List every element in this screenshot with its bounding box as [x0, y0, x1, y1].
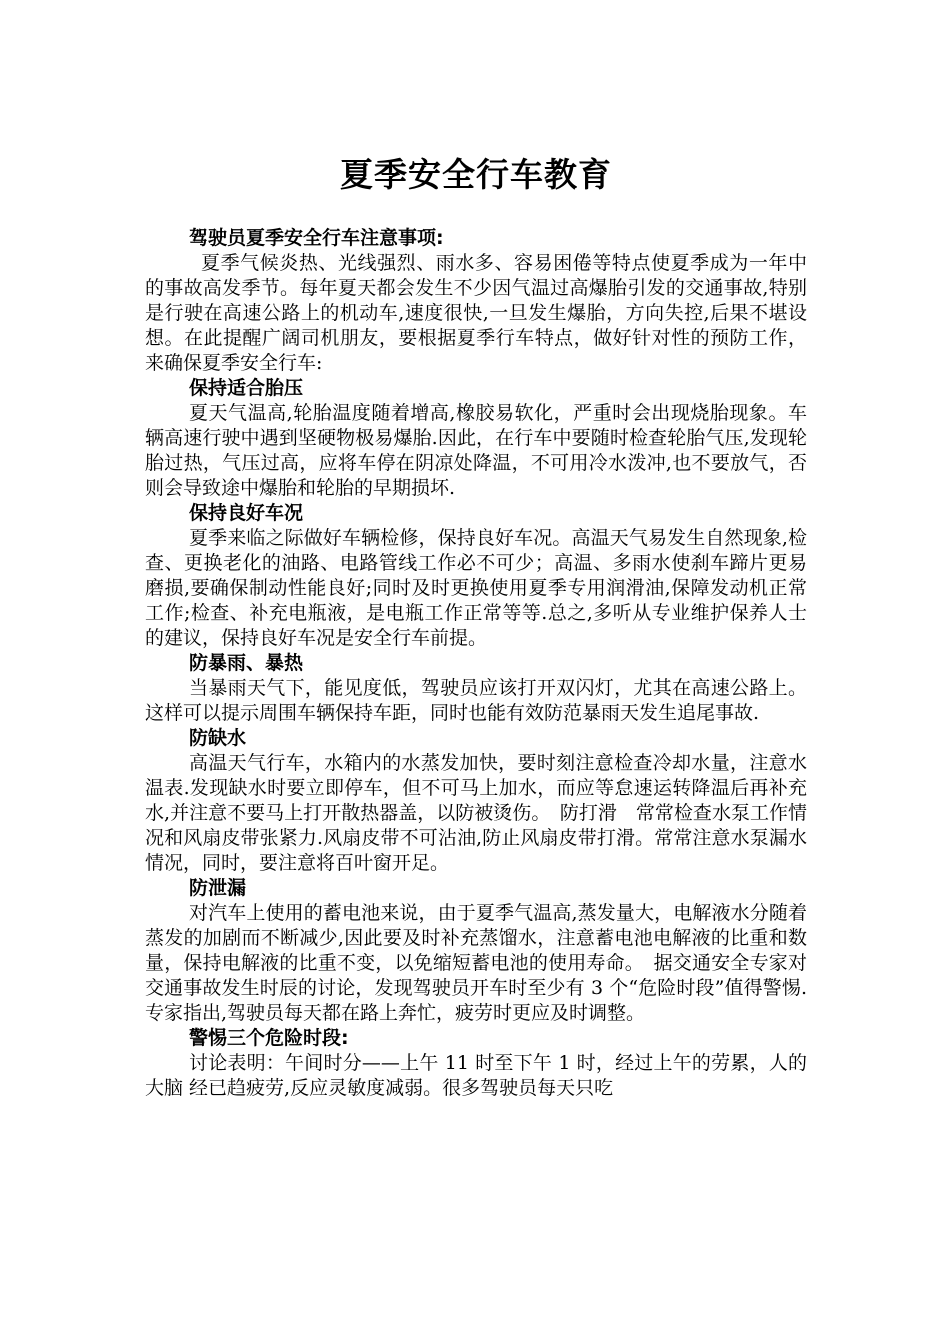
section-heading: 防暴雨、暴热 [189, 652, 304, 674]
section-heading: 驾驶员夏季安全行车注意事项: [189, 227, 444, 249]
section-heading: 防泄漏 [189, 877, 247, 899]
section-body: 当暴雨天气下，能见度低，驾驶员应该打开双闪灯，尤其在高速公路上。这样可以提示周围车辆保持车距，同时也能有效防范暴雨天发生追尾事故. [145, 677, 807, 724]
document-title: 夏季安全行车教育 [340, 155, 612, 194]
section-body: 夏天气温高,轮胎温度随着增高,橡胶易软化，严重时会出现烧胎现象。车辆高速行驶中遇到坚硬物极易爆胎.因此，在行车中要随时检查轮胎气压,发现轮胎过热，气压过高，应将车停在阴凉处降温，不可用冷水泼冲,也不要放气，否则会导致途中爆胎和轮胎的早期损坏. [145, 402, 807, 499]
section-body: 夏季气候炎热、光线强烈、雨水多、容易困倦等特点使夏季成为一年中的事故高发季节。每年夏天都会发生不少因气温过高爆胎引发的交通事故,特别是行驶在高速公路上的机动车,速度很快,一旦发生爆胎，方向失控,后果不堪设想。在此提醒广阔司机朋友，要根据夏季行车特点，做好针对性的预防工作，来确保夏季安全行车: [145, 252, 807, 374]
section-rain-heat [145, 651, 807, 726]
section-vehicle-condition [145, 501, 807, 651]
section-body: 对汽车上使用的蓄电池来说，由于夏季气温高,蒸发量大，电解液水分随着蒸发的加剧而不断减少,因此要及时补充蒸馏水，注意蓄电池电解液的比重和数量，保持电解液的比重不变，以免缩短蓄电池的使用寿命。 据交通安全专家对交通事故发生时辰的讨论，发现驾驶员开车时至少有 3 个“危险时段”值得警惕.专家指出,驾驶员每天都在路上奔忙，疲劳时更应及时调整。 [145, 902, 807, 1024]
section-danger-periods [145, 1026, 807, 1101]
section-heading: 保持良好车况 [189, 502, 304, 524]
section-water-shortage [145, 726, 807, 876]
document-page [145, 150, 807, 1101]
section-intro [145, 226, 807, 376]
section-body: 夏季来临之际做好车辆检修，保持良好车况。高温天气易发生自然现象,检查、更换老化的油路、电路管线工作必不可少；高温、多雨水使刹车蹄片更易磨损,要确保制动性能良好;同时及时更换使用夏季专用润滑油,保障发动机正常工作;检查、补充电瓶液，是电瓶工作正常等等.总之,多听从专业维护保养人士的建议，保持良好车况是安全行车前提。 [145, 527, 807, 649]
section-heading: 保持适合胎压 [189, 377, 304, 399]
section-tire-pressure [145, 376, 807, 501]
section-body: 讨论表明：午间时分——上午 11 时至下午 1 时，经过上午的劳累，人的大脑 经已趋疲劳,反应灵敏度减弱。很多驾驶员每天只吃 [145, 1052, 807, 1099]
section-body: 高温天气行车，水箱内的水蒸发加快，要时刻注意检查冷却水量，注意水温表.发现缺水时要立即停车，但不可马上加水，而应等怠速运转降温后再补充水,并注意不要马上打开散热器盖，以防被烫伤。 防打滑 常常检查水泵工作情况和风扇皮带张紧力.风扇皮带不可沾油,防止风扇皮带打滑。常常注意水泵漏水情况，同时，要注意将百叶窗开足。 [145, 752, 807, 874]
section-leak-prevention [145, 876, 807, 1026]
section-heading: 警惕三个危险时段: [189, 1027, 349, 1049]
section-heading: 防缺水 [189, 727, 247, 749]
